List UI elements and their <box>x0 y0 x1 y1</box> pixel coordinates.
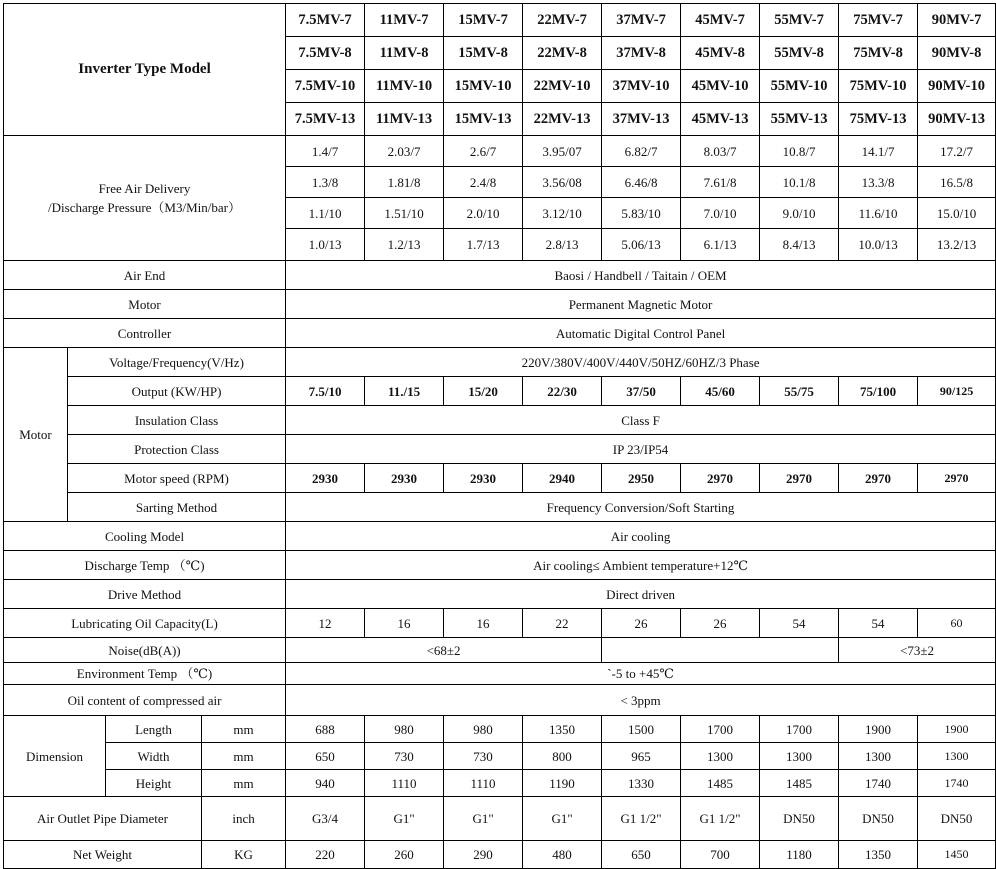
air-outlet-value: G1 1/2" <box>681 797 760 841</box>
net-weight-value: 290 <box>444 841 523 869</box>
output-label: Output (KW/HP) <box>68 377 286 406</box>
model-cell: 37MV-13 <box>602 103 681 136</box>
air-outlet-value: DN50 <box>918 797 996 841</box>
fad-value: 7.0/10 <box>681 198 760 229</box>
fad-value: 14.1/7 <box>839 136 918 167</box>
motor-type-row <box>4 290 996 319</box>
fad-value: 15.0/10 <box>918 198 996 229</box>
air-outlet-value: DN50 <box>839 797 918 841</box>
fad-value: 2.4/8 <box>444 167 523 198</box>
speed-value: 2930 <box>444 464 523 493</box>
output-value: 7.5/10 <box>286 377 365 406</box>
fad-value: 13.3/8 <box>839 167 918 198</box>
length-value: 1700 <box>681 716 760 743</box>
speed-value: 2930 <box>365 464 444 493</box>
net-weight-value: 1450 <box>918 841 996 869</box>
oil-capacity-value: 60 <box>918 609 996 638</box>
insulation-row <box>4 406 996 435</box>
output-value: 11./15 <box>365 377 444 406</box>
fad-value: 1.2/13 <box>365 229 444 261</box>
width-value: 730 <box>365 743 444 770</box>
speed-row <box>4 464 996 493</box>
controller-value: Automatic Digital Control Panel <box>286 319 996 348</box>
model-cell: 37MV-10 <box>602 70 681 103</box>
fad-value: 1.3/8 <box>286 167 365 198</box>
fad-value: 2.03/7 <box>365 136 444 167</box>
fad-label-line1: Free Air Delivery <box>98 181 191 196</box>
height-row <box>4 770 996 797</box>
fad-value: 10.0/13 <box>839 229 918 261</box>
insulation-value: Class F <box>286 406 996 435</box>
air-outlet-value: G1 1/2" <box>602 797 681 841</box>
model-cell: 45MV-8 <box>681 37 760 70</box>
fad-value: 3.12/10 <box>523 198 602 229</box>
voltage-value: 220V/380V/400V/440V/50HZ/60HZ/3 Phase <box>286 348 996 377</box>
cooling-row <box>4 522 996 551</box>
oil-content-label: Oil content of compressed air <box>4 685 286 716</box>
width-value: 1300 <box>681 743 760 770</box>
protection-value: IP 23/IP54 <box>286 435 996 464</box>
starting-value: Frequency Conversion/Soft Starting <box>286 493 996 522</box>
model-cell: 90MV-13 <box>918 103 996 136</box>
model-cell: 75MV-13 <box>839 103 918 136</box>
model-cell: 22MV-8 <box>523 37 602 70</box>
air-outlet-value: DN50 <box>760 797 839 841</box>
fad-value: 3.56/08 <box>523 167 602 198</box>
height-value: 1110 <box>444 770 523 797</box>
cooling-value: Air cooling <box>286 522 996 551</box>
net-weight-value: 480 <box>523 841 602 869</box>
air-outlet-value: G1" <box>444 797 523 841</box>
net-weight-unit: KG <box>202 841 286 869</box>
model-cell: 22MV-10 <box>523 70 602 103</box>
env-temp-label: Environment Temp （℃) <box>4 663 286 685</box>
fad-value: 1.1/10 <box>286 198 365 229</box>
output-value: 55/75 <box>760 377 839 406</box>
air-end-label: Air End <box>4 261 286 290</box>
fad-value: 2.0/10 <box>444 198 523 229</box>
oil-capacity-value: 26 <box>681 609 760 638</box>
starting-label: Sarting Method <box>68 493 286 522</box>
fad-value: 1.4/7 <box>286 136 365 167</box>
width-value: 650 <box>286 743 365 770</box>
height-value: 1740 <box>918 770 996 797</box>
height-value: 1110 <box>365 770 444 797</box>
length-value: 1900 <box>839 716 918 743</box>
length-value: 688 <box>286 716 365 743</box>
fad-value: 5.83/10 <box>602 198 681 229</box>
width-value: 1300 <box>760 743 839 770</box>
model-cell: 55MV-10 <box>760 70 839 103</box>
height-value: 940 <box>286 770 365 797</box>
air-outlet-label: Air Outlet Pipe Diameter <box>4 797 202 841</box>
width-unit: mm <box>202 743 286 770</box>
air-end-value: Baosi / Handbell / Taitain / OEM <box>286 261 996 290</box>
discharge-temp-value: Air cooling≤ Ambient temperature+12℃ <box>286 551 996 580</box>
noise-row <box>4 638 996 663</box>
fad-value: 16.5/8 <box>918 167 996 198</box>
height-value: 1330 <box>602 770 681 797</box>
height-value: 1485 <box>760 770 839 797</box>
oil-capacity-value: 16 <box>365 609 444 638</box>
env-temp-row <box>4 663 996 685</box>
length-value: 1500 <box>602 716 681 743</box>
length-value: 1350 <box>523 716 602 743</box>
model-cell: 37MV-7 <box>602 4 681 37</box>
fad-value: 1.7/13 <box>444 229 523 261</box>
spec-table <box>3 3 996 869</box>
model-cell: 90MV-10 <box>918 70 996 103</box>
voltage-row <box>4 348 996 377</box>
width-value: 800 <box>523 743 602 770</box>
model-cell: 37MV-8 <box>602 37 681 70</box>
speed-value: 2970 <box>681 464 760 493</box>
protection-label: Protection Class <box>68 435 286 464</box>
model-cell: 55MV-8 <box>760 37 839 70</box>
oil-capacity-value: 26 <box>602 609 681 638</box>
drive-value: Direct driven <box>286 580 996 609</box>
output-value: 45/60 <box>681 377 760 406</box>
model-cell: 11MV-8 <box>365 37 444 70</box>
fad-label-line2: /Discharge Pressure（M3/Min/bar） <box>48 200 241 215</box>
oil-capacity-label: Lubricating Oil Capacity(L) <box>4 609 286 638</box>
model-cell: 22MV-7 <box>523 4 602 37</box>
model-header-title: Inverter Type Model <box>4 4 286 136</box>
discharge-temp-label: Discharge Temp （℃) <box>4 551 286 580</box>
width-value: 1300 <box>839 743 918 770</box>
model-cell: 45MV-7 <box>681 4 760 37</box>
output-value: 22/30 <box>523 377 602 406</box>
model-cell: 75MV-8 <box>839 37 918 70</box>
fad-value: 3.95/07 <box>523 136 602 167</box>
model-cell: 22MV-13 <box>523 103 602 136</box>
model-cell: 90MV-7 <box>918 4 996 37</box>
speed-value: 2970 <box>918 464 996 493</box>
fad-value: 2.8/13 <box>523 229 602 261</box>
fad-value: 11.6/10 <box>839 198 918 229</box>
fad-value: 9.0/10 <box>760 198 839 229</box>
model-cell: 75MV-10 <box>839 70 918 103</box>
oil-capacity-value: 12 <box>286 609 365 638</box>
speed-value: 2950 <box>602 464 681 493</box>
oil-content-value: < 3ppm <box>286 685 996 716</box>
output-row <box>4 377 996 406</box>
noise-label: Noise(dB(A)) <box>4 638 286 663</box>
cooling-label: Cooling Model <box>4 522 286 551</box>
oil-capacity-row <box>4 609 996 638</box>
speed-value: 2970 <box>760 464 839 493</box>
motor-type-label: Motor <box>4 290 286 319</box>
model-cell: 11MV-10 <box>365 70 444 103</box>
net-weight-value: 1350 <box>839 841 918 869</box>
length-unit: mm <box>202 716 286 743</box>
width-value: 1300 <box>918 743 996 770</box>
length-value: 980 <box>365 716 444 743</box>
model-cell: 45MV-13 <box>681 103 760 136</box>
net-weight-value: 260 <box>365 841 444 869</box>
model-cell: 15MV-13 <box>444 103 523 136</box>
width-value: 965 <box>602 743 681 770</box>
fad-value: 17.2/7 <box>918 136 996 167</box>
fad-value: 1.51/10 <box>365 198 444 229</box>
model-cell: 75MV-7 <box>839 4 918 37</box>
width-row <box>4 743 996 770</box>
controller-label: Controller <box>4 319 286 348</box>
model-cell: 55MV-13 <box>760 103 839 136</box>
speed-label: Motor speed (RPM) <box>68 464 286 493</box>
model-cell: 7.5MV-10 <box>286 70 365 103</box>
fad-value: 2.6/7 <box>444 136 523 167</box>
motor-group-label: Motor <box>4 348 68 522</box>
fad-value: 13.2/13 <box>918 229 996 261</box>
net-weight-value: 650 <box>602 841 681 869</box>
model-cell: 7.5MV-13 <box>286 103 365 136</box>
model-cell: 11MV-7 <box>365 4 444 37</box>
voltage-label: Voltage/Frequency(V/Hz) <box>68 348 286 377</box>
length-row <box>4 716 996 743</box>
noise-value-high: <73±2 <box>839 638 996 663</box>
model-cell: 55MV-7 <box>760 4 839 37</box>
model-cell: 7.5MV-7 <box>286 4 365 37</box>
net-weight-row <box>4 841 996 869</box>
width-value: 730 <box>444 743 523 770</box>
noise-value-empty <box>602 638 839 663</box>
speed-value: 2970 <box>839 464 918 493</box>
length-value: 980 <box>444 716 523 743</box>
height-value: 1190 <box>523 770 602 797</box>
length-value: 1700 <box>760 716 839 743</box>
env-temp-value: `-5 to +45℃ <box>286 663 996 685</box>
length-label: Length <box>106 716 202 743</box>
model-cell: 90MV-8 <box>918 37 996 70</box>
oil-capacity-value: 54 <box>839 609 918 638</box>
controller-row <box>4 319 996 348</box>
model-cell: 15MV-8 <box>444 37 523 70</box>
motor-type-value: Permanent Magnetic Motor <box>286 290 996 319</box>
fad-value: 8.03/7 <box>681 136 760 167</box>
fad-label <box>4 136 286 261</box>
oil-capacity-value: 16 <box>444 609 523 638</box>
height-label: Height <box>106 770 202 797</box>
starting-row <box>4 493 996 522</box>
output-value: 37/50 <box>602 377 681 406</box>
fad-value: 6.1/13 <box>681 229 760 261</box>
insulation-label: Insulation Class <box>68 406 286 435</box>
model-cell: 45MV-10 <box>681 70 760 103</box>
model-cell: 7.5MV-8 <box>286 37 365 70</box>
fad-value: 10.1/8 <box>760 167 839 198</box>
air-end-row <box>4 261 996 290</box>
protection-row <box>4 435 996 464</box>
air-outlet-unit: inch <box>202 797 286 841</box>
drive-row <box>4 580 996 609</box>
net-weight-value: 220 <box>286 841 365 869</box>
net-weight-label: Net Weight <box>4 841 202 869</box>
model-cell: 15MV-7 <box>444 4 523 37</box>
oil-capacity-value: 54 <box>760 609 839 638</box>
dimension-group-label: Dimension <box>4 716 106 797</box>
length-value: 1900 <box>918 716 996 743</box>
net-weight-value: 700 <box>681 841 760 869</box>
air-outlet-value: G1" <box>523 797 602 841</box>
output-value: 15/20 <box>444 377 523 406</box>
drive-label: Drive Method <box>4 580 286 609</box>
speed-value: 2930 <box>286 464 365 493</box>
net-weight-value: 1180 <box>760 841 839 869</box>
model-row <box>4 4 996 37</box>
height-value: 1740 <box>839 770 918 797</box>
noise-value-low: <68±2 <box>286 638 602 663</box>
air-outlet-value: G1" <box>365 797 444 841</box>
air-outlet-row <box>4 797 996 841</box>
fad-value: 8.4/13 <box>760 229 839 261</box>
fad-value: 6.82/7 <box>602 136 681 167</box>
air-outlet-value: G3/4 <box>286 797 365 841</box>
fad-row <box>4 136 996 167</box>
speed-value: 2940 <box>523 464 602 493</box>
output-value: 75/100 <box>839 377 918 406</box>
height-value: 1485 <box>681 770 760 797</box>
fad-value: 1.81/8 <box>365 167 444 198</box>
output-value: 90/125 <box>918 377 996 406</box>
discharge-temp-row <box>4 551 996 580</box>
fad-value: 6.46/8 <box>602 167 681 198</box>
model-cell: 11MV-13 <box>365 103 444 136</box>
fad-value: 10.8/7 <box>760 136 839 167</box>
oil-capacity-value: 22 <box>523 609 602 638</box>
oil-content-row <box>4 685 996 716</box>
width-label: Width <box>106 743 202 770</box>
fad-value: 7.61/8 <box>681 167 760 198</box>
fad-value: 1.0/13 <box>286 229 365 261</box>
height-unit: mm <box>202 770 286 797</box>
fad-value: 5.06/13 <box>602 229 681 261</box>
model-cell: 15MV-10 <box>444 70 523 103</box>
